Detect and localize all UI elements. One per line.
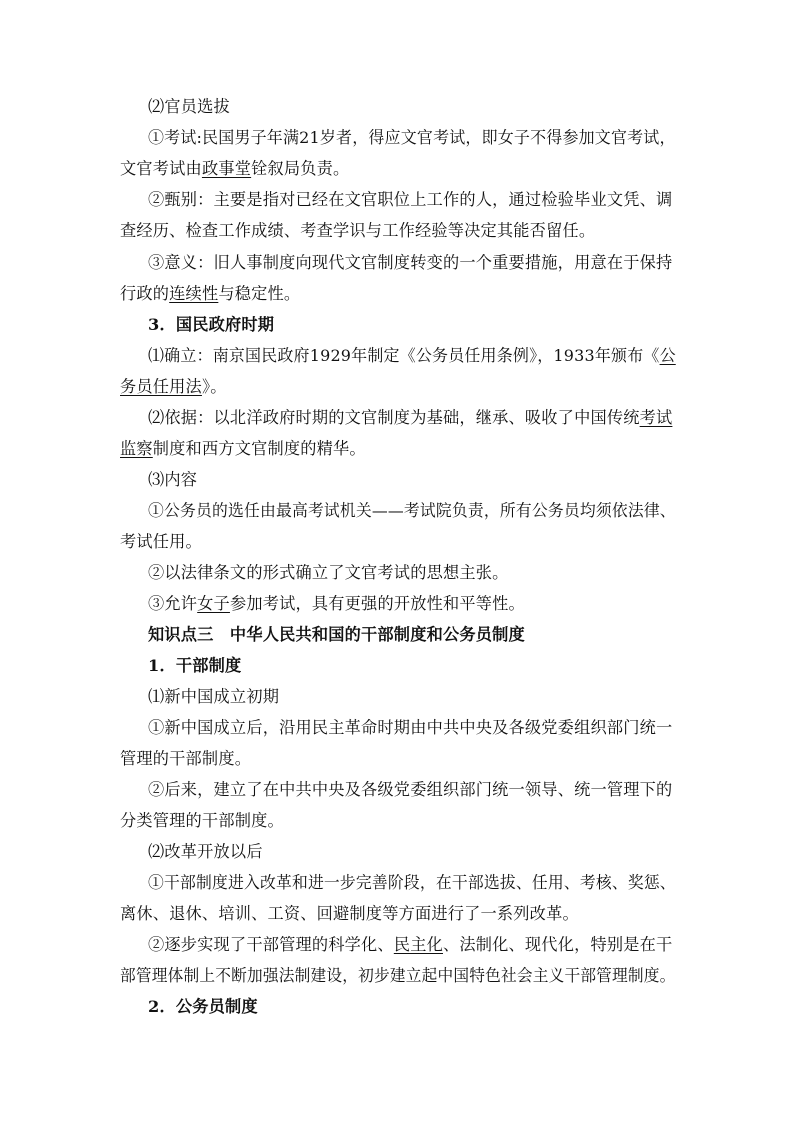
paragraph-line: ②以法律条文的形式确立了文官考试的思想主张。 xyxy=(148,563,509,582)
underlined-term: 公 xyxy=(659,346,676,365)
subheading-official-selection: ⑵官员选拔 xyxy=(148,97,230,116)
paragraph-line: 分类管理的干部制度。 xyxy=(120,811,284,830)
underlined-term: 考试 xyxy=(639,408,673,427)
paragraph-line: ①考试:民国男子年满21岁者，得应文官考试，即女子不得参加文官考试， xyxy=(148,128,676,147)
paragraph-line: ①公务员的选任由最高考试机关——考试院负责，所有公务员均须依法律、 xyxy=(148,501,676,520)
paragraph-line: ②甄别：主要是指对已经在文官职位上工作的人，通过检验毕业文凭、调 xyxy=(148,190,673,209)
paragraph-line: 监察制度和西方文官制度的精华。 xyxy=(120,439,366,458)
section-heading-nationalist-gov: 3．国民政府时期 xyxy=(148,315,275,334)
section-heading-cadre-system: 1．干部制度 xyxy=(148,656,242,675)
paragraph-line: ③允许女子参加考试，具有更强的开放性和平等性。 xyxy=(148,594,525,613)
paragraph-line: 离休、退休、培训、工资、回避制度等方面进行了一系列改革。 xyxy=(120,904,579,923)
paragraph-line: 考试任用。 xyxy=(120,532,202,551)
paragraph-line: ①新中国成立后，沿用民主革命时期由中共中央及各级党委组织部门统一 xyxy=(148,718,673,737)
paragraph-line: 文官考试由政事堂铨叙局负责。 xyxy=(120,159,350,178)
paragraph-line: 管理的干部制度。 xyxy=(120,749,252,768)
subheading-reform-era: ⑵改革开放以后 xyxy=(148,842,263,861)
paragraph-line: ②逐步实现了干部管理的科学化、民主化、法制化、现代化，特别是在干 xyxy=(148,935,673,954)
paragraph-line: ⑵依据：以北洋政府时期的文官制度为基础，继承、吸收了中国传统考试 xyxy=(148,408,673,427)
underlined-term: 民主化 xyxy=(393,935,443,954)
underlined-term: 务员任用法 xyxy=(120,377,202,396)
paragraph-line: ③意义：旧人事制度向现代文官制度转变的一个重要措施，用意在于保持 xyxy=(148,253,673,272)
subheading-early-prc: ⑴新中国成立初期 xyxy=(148,687,280,706)
paragraph-line: ①干部制度进入改革和进一步完善阶段，在干部选拔、任用、考核、奖惩、 xyxy=(148,873,676,892)
underlined-term: 女子 xyxy=(197,594,230,613)
underlined-term: 监察 xyxy=(120,439,153,458)
paragraph-line: ②后来，建立了在中共中央及各级党委组织部门统一领导、统一管理下的 xyxy=(148,780,673,799)
subheading-content: ⑶内容 xyxy=(148,470,198,489)
paragraph-line: 务员任用法》。 xyxy=(120,377,227,396)
paragraph-line: 行政的连续性与稳定性。 xyxy=(120,284,301,303)
underlined-term: 连续性 xyxy=(169,284,219,303)
paragraph-line: 查经历、检查工作成绩、考查学识与工作经验等决定其能否留任。 xyxy=(120,221,596,240)
section-heading-knowledge-point-3: 知识点三 中华人民共和国的干部制度和公务员制度 xyxy=(148,625,525,644)
section-heading-civil-servant-system: 2．公务员制度 xyxy=(148,997,258,1016)
paragraph-line: ⑴确立：南京国民政府1929年制定《公务员任用条例》，1933年颁布《公 xyxy=(148,346,676,365)
paragraph-line: 部管理体制上不断加强法制建设，初步建立起中国特色社会主义干部管理制度。 xyxy=(120,966,676,985)
underlined-term: 政事堂 xyxy=(201,159,252,178)
